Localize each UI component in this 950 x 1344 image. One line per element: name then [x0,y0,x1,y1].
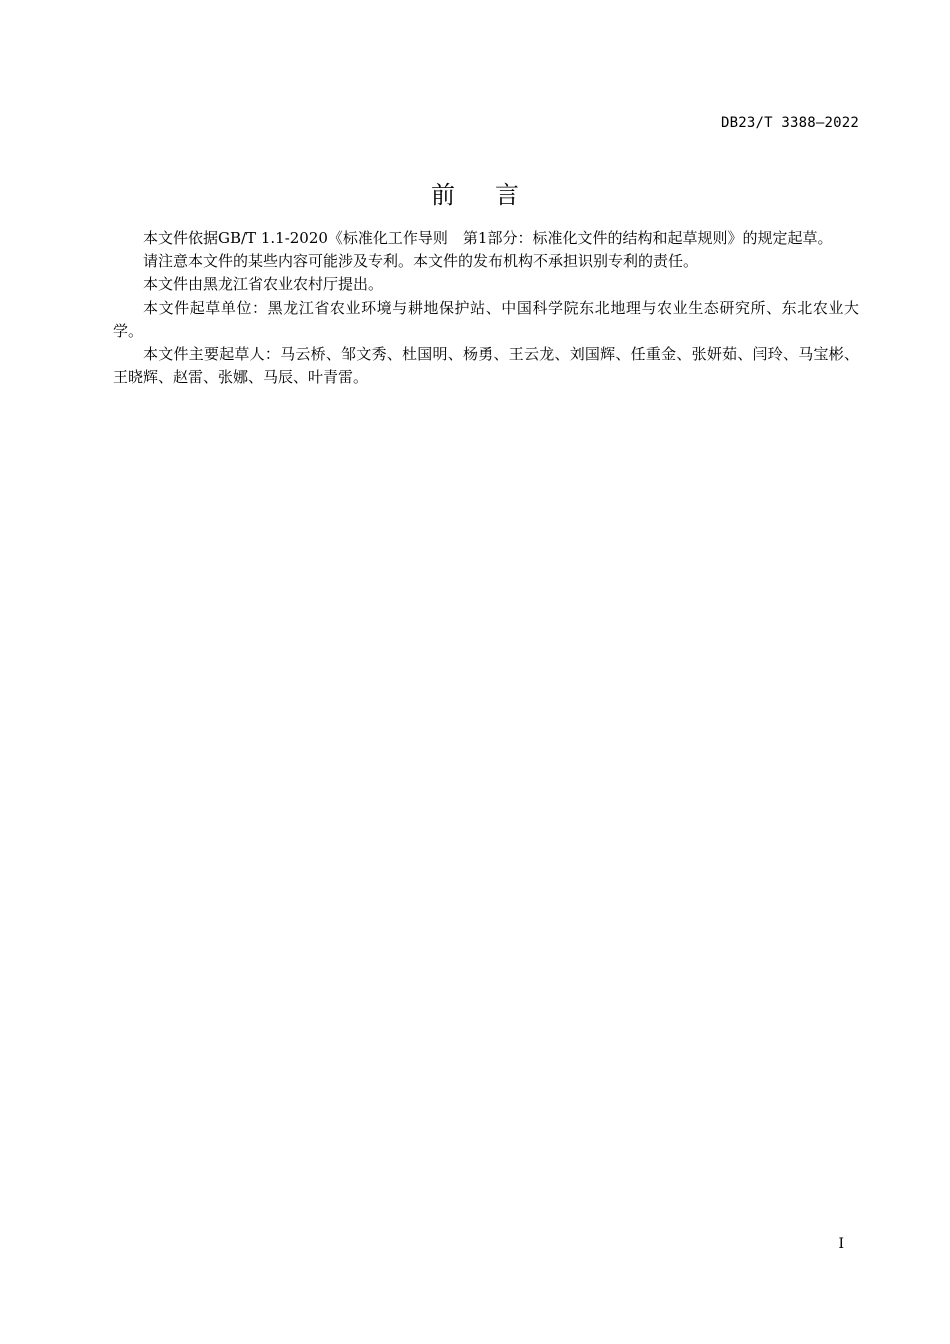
page-title: 前言 [431,181,559,209]
paragraph-patent-notice: 请注意本文件的某些内容可能涉及专利。本文件的发布机构不承担识别专利的责任。 [143,252,699,271]
foreword-body [113,227,859,389]
paragraph-drafters: 本文件主要起草人：马云桥、邹文秀、杜国明、杨勇、王云龙、刘国辉、任重金、张妍茹、闫玲、马宝彬、王晓辉、赵雷、张娜、马辰、叶青雷。 [113,345,859,387]
paragraph-proposer: 本文件由黑龙江省农业农村厅提出。 [143,275,384,294]
paragraph-drafting-units: 本文件起草单位：黑龙江省农业环境与耕地保护站、中国科学院东北地理与农业生态研究所、东北农业大学。 [113,298,859,340]
document-code: DB23/T 3388—2022 [720,115,859,131]
page-number: I [838,1236,844,1252]
paragraph-basis: 本文件依据GB/T 1.1-2020《标准化工作导则 第1部分：标准化文件的结构和起草规则》的规定起草。 [143,229,833,247]
